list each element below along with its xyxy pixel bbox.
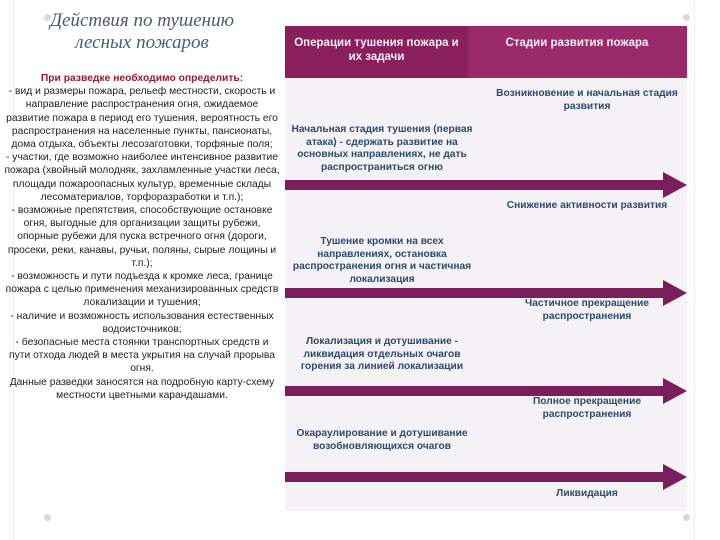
- paragraph: - возможность и пути подъезда к кромке леса, границе пожара с целью применения механизированных средств локализации и тушения;: [5, 271, 279, 309]
- operation-label: Начальная стадия тушения (первая атака) - сдержать развитие на основных направлениях, не дать распространиться огню: [291, 124, 473, 173]
- binder-ring-icon: [683, 514, 690, 521]
- binder-ring-icon: [44, 514, 51, 521]
- header-stages-label: Стадии развития пожара: [505, 37, 649, 49]
- paragraph: - безопасные места стоянки транспортных средств и пути отхода людей в места укрытия на случай прорыва огня.: [9, 337, 275, 375]
- paragraph: - вид и размеры пожара, рельеф местности, скорость и направление распространения огня, ожидаемое развитие пожара в период его тушения, вероятность его распространения на населенные пункты, пансионаты, дома отдыха, объекты лесозаготовки, торфяные поля;: [6, 86, 278, 151]
- paragraph: - наличие и возможность использования естественных водоисточников;: [10, 310, 274, 335]
- transition-arrow: [285, 464, 687, 488]
- transition-arrow: [285, 172, 687, 196]
- page-title: [24, 10, 260, 54]
- title-line: Действия по тушению: [49, 10, 235, 31]
- lead-text: При разведке необходимо определить:: [40, 73, 244, 84]
- stage-label: Снижение активности развития: [506, 200, 668, 211]
- title-line: лесных пожаров: [75, 32, 209, 53]
- header-stages: [468, 26, 687, 78]
- header-operations: [285, 26, 468, 78]
- reconnaissance-text: [4, 72, 280, 402]
- operation-label: Окараулирование и дотушивание возобновляющихся очагов: [296, 428, 468, 452]
- paragraph: - возможные препятствия, способствующие остановке огня, выгодные для организации защиты рубежи, опорные рубежи для пуска встречного огня (дороги, просеки, реки, канавы, ручьи, поляны, сырые лощины и т.п.);: [7, 205, 277, 269]
- header-operations-label: Операции тушения пожара и их задачи: [294, 37, 459, 63]
- stage-label: Частичное прекращение распространения: [525, 298, 649, 322]
- stage-label: Ликвидация: [556, 488, 618, 499]
- paragraph: - участки, где возможно наиболее интенсивное развитие пожара (хвойный молодняк, захламленные участки леса, площади пожароопасных культур, временные склады лесоматериалов, торфоразработки и т.п.);: [4, 152, 280, 203]
- operation-label: Тушение кромки на всех направлениях, остановка распространения огня и частичная локализация: [292, 236, 472, 285]
- stage-label: Полное прекращение распространения: [532, 396, 641, 420]
- stage-label: Возникновение и начальная стадия развития: [496, 88, 678, 112]
- paragraph: Данные разведки заносятся на подробную карту-схему местности цветными карандашами.: [9, 376, 275, 401]
- binder-ring-icon: [683, 14, 690, 21]
- firefighting-diagram: [285, 26, 687, 511]
- operation-label: Локализация и дотушивание - ликвидация отдельных очагов горения за линией локализации: [300, 336, 464, 372]
